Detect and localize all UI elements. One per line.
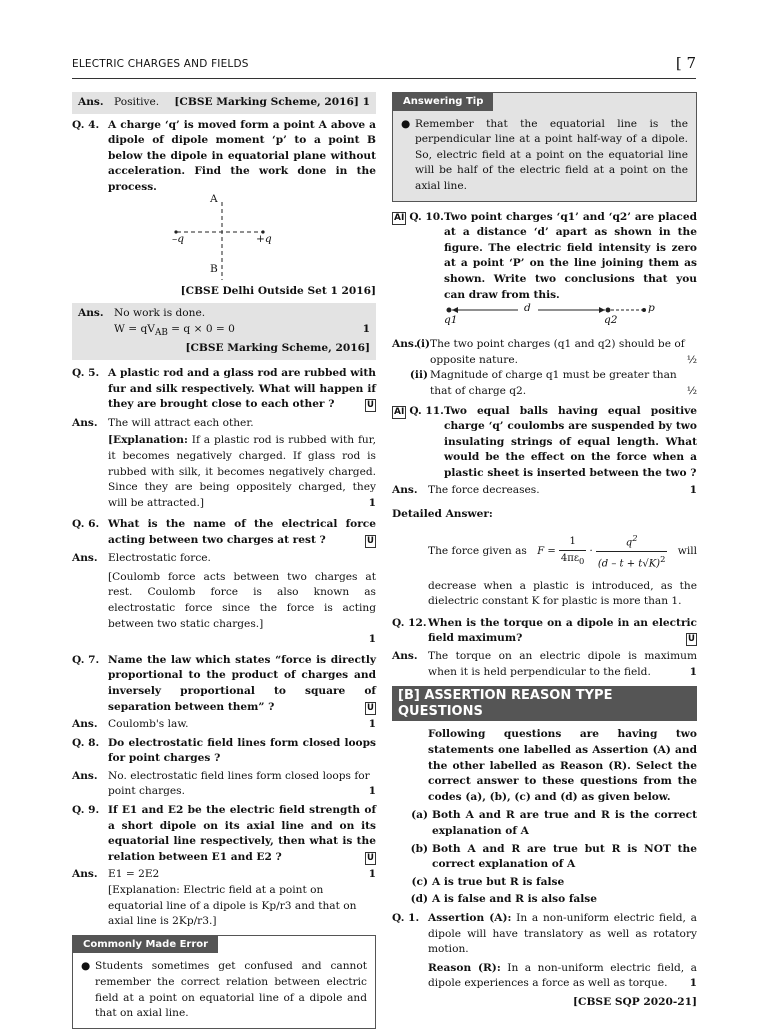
question-7: Q. 7. Name the law which states “force is directly proportional to the product of charges and inversely proportional to square of separation between them” ? U xyxy=(72,653,376,713)
page-header xyxy=(72,56,696,79)
question-9: Q. 9. If E1 and E2 be the electric field strength of a short dipole on its axial line and on its equatorial line respectively, then what is the relation between E1 and E2 ? U xyxy=(72,804,376,863)
answer-7: Ans. Coulomb's law. 1 xyxy=(72,718,376,731)
distance-label: d xyxy=(524,302,531,315)
option-c: (c) A is true but R is false xyxy=(411,875,565,888)
point-p-label: p xyxy=(648,302,655,315)
bullet-icon: ● xyxy=(401,117,411,130)
source-tag: [CBSE Delhi Outside Set 1 2016] xyxy=(180,284,376,297)
source-tag: [CBSE Marking Scheme, 2016] xyxy=(185,342,370,355)
dipole-figure xyxy=(72,192,376,284)
question-12: Q. 12. When is the torque on a dipole in an electric field maximum? U xyxy=(392,616,697,645)
understanding-badge: U xyxy=(365,399,376,412)
point-b-label: B xyxy=(210,262,218,275)
detailed-answer-heading: Detailed Answer: xyxy=(392,508,493,521)
answering-tip-title: Answering Tip xyxy=(393,93,493,111)
section-heading: [B] ASSERTION REASON TYPE QUESTIONS xyxy=(392,686,697,721)
option-a: (a) Both A and R are true and R is the correct explanation of A xyxy=(411,809,697,837)
answer-8: Ans. No. electrostatic field lines form closed loops for point charges. 1 xyxy=(72,769,376,798)
common-error-title: Commonly Made Error xyxy=(73,936,218,954)
common-error-box: Commonly Made Error ● Students sometimes get confused and cannot remember the correct relation between electric field at a point on equatorial line of a dipole and that on axial line. xyxy=(72,935,376,1029)
force-formula: F = 1 $4\pi\varepsilon_0$ · $q^2$ $(d - t + t√K)^2$ xyxy=(537,531,667,572)
understanding-badge: U xyxy=(365,535,376,548)
understanding-badge: U xyxy=(365,852,376,865)
charges-figure xyxy=(392,303,697,333)
option-d: (d) A is false and R is also false xyxy=(410,893,598,906)
charge-q1-label: q1 xyxy=(444,314,458,327)
answer-11: Ans. The force decreases. 1 xyxy=(392,484,697,497)
question-5: Q. 5. A plastic rod and a glass rod are rubbed with fur and silk respectively. What will happen if they are brought close to each other ? U xyxy=(72,367,376,411)
answer-12: Ans. The torque on an electric dipole is maximum when it is held perpendicular to the field. 1 xyxy=(392,650,697,678)
ai-badge: AI xyxy=(394,212,405,223)
question-10: AI Q. 10. Two point charges ‘q1’ and ‘q2’ are placed at a distance ‘d’ apart as shown in the figure. The electric field intensity is zero at a point ‘P’ on the line joining them as shown. Write two conclusions that you can draw from this. xyxy=(394,210,697,301)
page-number: [ 7 xyxy=(675,54,696,72)
assertion-question-1: Q. 1. Assertion (A): In a non-uniform electric field, a dipole will have translatory as well as rotatory motion. Reason (R): In a non-uniform electric field, a dipole experiences a force as well as torque. 1 [CBSE SQP 2020-21] xyxy=(392,911,697,1011)
bullet-icon: ● xyxy=(81,960,91,973)
pos-charge-label: +q xyxy=(256,232,272,245)
ai-badge: AI xyxy=(394,406,405,417)
answer-9: Ans. E1 = 2E2 1 [Explanation: Electric field at a point on equatorial line of a dipole is Kp/r3 and that on axial line is 2Kp/r3.] xyxy=(72,868,376,928)
left-column xyxy=(72,92,376,1029)
question-8: Q. 8. Do electrostatic field lines form closed loops for point charges ? xyxy=(72,736,376,765)
detailed-answer: The force given as F = 1 $4\pi\varepsilon_0$ · $q^2$ $(d - t + t√K)^2$ will decrease when a plastic is introduced, as the dielectric constant K for plastic is more than 1. xyxy=(428,533,697,608)
chapter-title: ELECTRIC CHARGES AND FIELDS xyxy=(72,58,249,70)
option-b: (b) Both A and R are true but R is NOT the correct explanation of A xyxy=(410,842,697,871)
understanding-badge: U xyxy=(365,702,376,715)
answer-4: Ans. No work is done. $W = qV_{AB} = q \times 0 = 0$ 1 [CBSE Marking Scheme, 2016] xyxy=(72,303,376,360)
option-list xyxy=(392,808,697,908)
answer-5: Ans. The will attract each other. [Explanation: If a plastic rod is rubbed with fur, it becomes negatively charged. If glass rod is rubbed with silk, it becomes negatively charged. Since they are being oppositely charged, they will be attracted.] 1 xyxy=(72,416,376,510)
right-column xyxy=(392,92,697,1011)
question-11: AI Q. 11. Two equal balls having equal positive charge ‘q’ coulombs are suspended by two insulating strings of equal length. What would be the effect on the force when a plastic sheet is inserted between the two ? xyxy=(394,404,697,479)
answering-tip-box: Answering Tip ● Remember that the equatorial line is the perpendicular line at a point half-way of a dipole. So, electric field at a point on the equatorial line will be half of the electric field at a point on the axial line. xyxy=(392,92,697,202)
charge-q2-label: q2 xyxy=(604,314,618,327)
answer-10: Ans. (i) The two point charges (q1 and q2) should be of opposite nature. ½ xyxy=(392,338,697,366)
understanding-badge: U xyxy=(686,633,697,646)
question-4: Q. 4. A charge ‘q’ is moved form a point A above a dipole of dipole moment ‘p’ to a point B below the dipole in equatorial plane without acceleration. Find the work done in the process. xyxy=(72,118,376,193)
answer-positive: Ans. Positive. [CBSE Marking Scheme, 2016] 1 xyxy=(72,92,376,114)
source-tag: [CBSE Marking Scheme, 2016] 1 xyxy=(174,96,370,108)
source-tag: [CBSE SQP 2020-21] xyxy=(573,995,697,1008)
neg-charge-label: –q xyxy=(172,232,185,245)
question-6: Q. 6. What is the name of the electrical force acting between two charges at rest ? U xyxy=(72,517,376,546)
answer-6: Ans. Electrostatic force. [Coulomb force acts between two charges at rest. Coulomb force is also known as electrostatic force since the force is acting between two static charges.] 1 xyxy=(72,552,376,646)
instructions: Following questions are having two statements one labelled as Assertion (A) and the other labelled as Reason (R). Select the correct answer to these questions from the codes (a), (b), (c) and (d) as given below. xyxy=(428,728,697,803)
answer-10-part-ii: (ii) Magnitude of charge q1 must be greater than that of charge q2. ½ xyxy=(409,369,697,397)
point-a-label: A xyxy=(210,192,218,205)
